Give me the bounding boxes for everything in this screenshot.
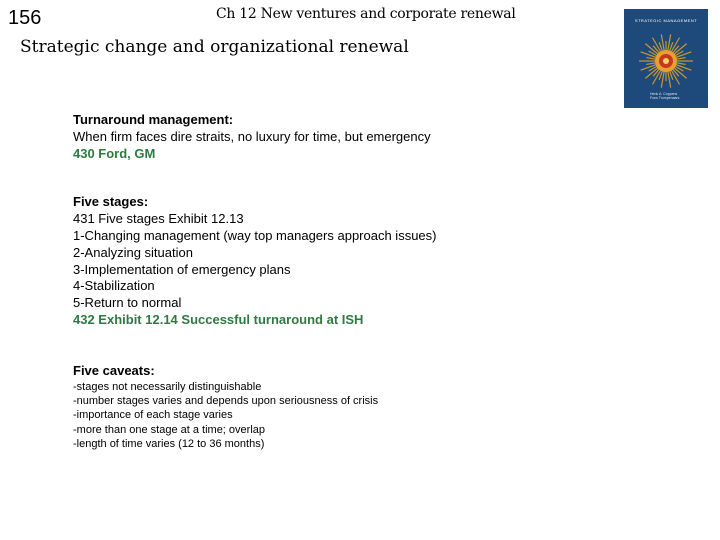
page-number: 156 [8, 7, 42, 29]
stages-line: 3-Implementation of emergency plans [73, 261, 291, 277]
caveats-heading: Five caveats: [73, 362, 155, 378]
turnaround-reference: 430 Ford, GM [73, 145, 156, 161]
book-cover-title: STRATEGIC MANAGEMENT [634, 18, 698, 23]
caveats-line: -length of time varies (12 to 36 months) [73, 438, 265, 451]
stages-line: 1-Changing management (way top managers approach issues) [73, 227, 437, 243]
turnaround-section [73, 112, 613, 162]
stages-line: 4-Stabilization [73, 278, 155, 294]
turnaround-line: When firm faces dire straits, no luxury for time, but emergency [73, 128, 431, 144]
book-cover-author: Henk A. Coppens [650, 92, 678, 96]
book-cover-image [624, 9, 708, 108]
slide-title: Strategic change and organizational renewal [20, 37, 409, 57]
slide-content [73, 112, 613, 452]
caveats-section [73, 363, 613, 452]
stages-line: 431 Five stages Exhibit 12.13 [73, 211, 244, 227]
stages-heading: Five stages: [73, 194, 149, 210]
turnaround-heading: Turnaround management: [73, 112, 234, 127]
book-cover-authors [650, 92, 700, 100]
stages-line: 2-Analyzing situation [73, 244, 193, 260]
caveats-line: -importance of each stage varies [73, 409, 233, 422]
chapter-title: Ch 12 New ventures and corporate renewal [216, 6, 516, 22]
stages-section [73, 194, 613, 328]
stages-reference: 432 Exhibit 12.14 Successful turnaround at ISH [73, 311, 364, 327]
caveats-line: -more than one stage at a time; overlap [73, 423, 265, 436]
book-cover-author: Fons Trompenaars [650, 96, 680, 100]
stages-line: 5-Return to normal [73, 295, 182, 311]
caveats-line: -number stages varies and depends upon seriousness of crisis [73, 394, 379, 407]
caveats-line: -stages not necessarily distinguishable [73, 380, 262, 393]
